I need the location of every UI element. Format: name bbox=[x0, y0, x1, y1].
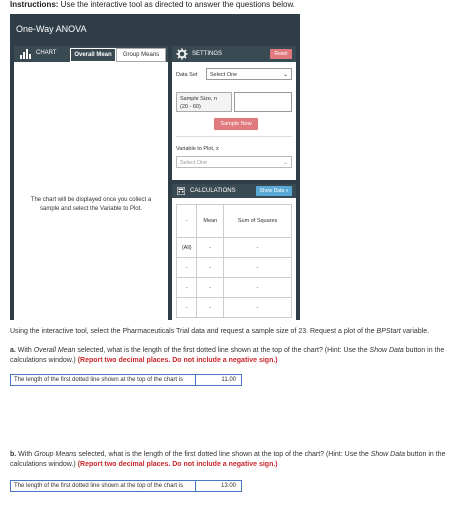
table-cell: - bbox=[224, 258, 292, 278]
reset-button[interactable]: Reset bbox=[270, 49, 292, 59]
show-data-label: Show Data bbox=[259, 188, 285, 194]
sample-size-label-box bbox=[176, 92, 232, 112]
variable-select-value: Select One bbox=[180, 160, 208, 166]
question-b-text: With bbox=[16, 451, 35, 458]
chart-header bbox=[14, 46, 168, 62]
calculations-label: CALCULATIONS bbox=[190, 188, 236, 194]
question-a-report-note: (Report two decimal places. Do not include a negative sign.) bbox=[77, 357, 278, 364]
answer-a-box bbox=[10, 374, 242, 386]
tab-group-means[interactable]: Group Means bbox=[116, 48, 166, 62]
question-a-mode: Overall Mean bbox=[33, 347, 76, 354]
question-a bbox=[10, 346, 460, 366]
table-cell: - bbox=[197, 238, 224, 258]
question-a-text: With bbox=[15, 347, 34, 354]
question-b-mode: Group Means bbox=[34, 451, 77, 458]
table-cell: - bbox=[224, 238, 292, 258]
table-cell: - bbox=[197, 278, 224, 298]
table-cell: - bbox=[177, 278, 197, 298]
table-cell: - bbox=[197, 258, 224, 278]
instructions-label: Instructions: bbox=[10, 0, 59, 9]
question-b-hint: Show Data bbox=[370, 451, 405, 458]
variable-select[interactable] bbox=[176, 156, 292, 168]
table-row bbox=[177, 258, 292, 278]
question-b-text: selected, what is the length of the first dotted line shown at the top of the chart? (Hint: Use the bbox=[76, 451, 371, 458]
intro-text: Using the interactive tool, select the Pharmaceuticals Trial data and request a sample size of 23. Request a plot of the bbox=[10, 328, 377, 335]
show-data-button[interactable]: Show Data » bbox=[256, 186, 292, 196]
dataset-select-value: Select One bbox=[210, 72, 238, 78]
chart-placeholder-message: The chart will be displayed once you collect a sample and select the Variable to Plot. bbox=[30, 197, 152, 212]
table-header-cell: - bbox=[177, 205, 197, 238]
question-a-prefix: a. bbox=[10, 347, 16, 354]
question-b-text: button in the calculations window.) bbox=[10, 451, 446, 468]
answer-b-box bbox=[10, 480, 242, 492]
chevron-down-icon: ⌄ bbox=[282, 72, 288, 78]
table-cell: - bbox=[177, 258, 197, 278]
table-row bbox=[177, 298, 292, 318]
anova-tool bbox=[10, 14, 300, 320]
calculator-icon bbox=[177, 187, 185, 195]
chevron-down-icon: ⌄ bbox=[282, 160, 288, 166]
bar-chart-icon bbox=[20, 49, 32, 59]
table-header-row bbox=[177, 205, 292, 238]
sample-size-label: Sample Size, n bbox=[180, 96, 217, 102]
table-cell: (All) bbox=[177, 238, 197, 258]
question-b-prefix: b. bbox=[10, 451, 17, 458]
settings-header bbox=[172, 46, 296, 62]
chart-label: CHART bbox=[36, 50, 57, 56]
intro-text-end: variable. bbox=[400, 328, 430, 335]
table-row bbox=[177, 278, 292, 298]
tool-title: One-Way ANOVA bbox=[16, 24, 87, 34]
sample-size-input[interactable] bbox=[234, 92, 292, 112]
question-b-report-note: (Report two decimal places. Do not include a negative sign.) bbox=[77, 461, 278, 468]
chart-panel bbox=[14, 46, 168, 326]
answer-a-input[interactable]: 11.00 bbox=[195, 375, 239, 385]
table-cell: - bbox=[224, 298, 292, 318]
question-a-hint: Show Data bbox=[369, 347, 404, 354]
table-cell: - bbox=[177, 298, 197, 318]
table-header-cell: Sum of Squares bbox=[224, 205, 292, 238]
settings-label: SETTINGS bbox=[192, 51, 223, 57]
sample-size-range: (20 - 60) bbox=[180, 104, 201, 110]
answer-b-input[interactable]: 13.00 bbox=[195, 481, 239, 491]
table-cell: - bbox=[197, 298, 224, 318]
calculations-panel bbox=[172, 184, 296, 326]
intro-variable: BPStart bbox=[376, 328, 401, 335]
question-a-text: selected, what is the length of the first dotted line shown at the top of the chart? (Hint: Use the bbox=[75, 347, 370, 354]
question-intro bbox=[10, 328, 429, 335]
question-a-text: button in the calculations window.) bbox=[10, 347, 445, 364]
instructions-text: Use the interactive tool as directed to answer the questions below. bbox=[58, 0, 296, 9]
table-row bbox=[177, 238, 292, 258]
instructions bbox=[10, 0, 295, 9]
gear-icon bbox=[176, 48, 188, 60]
answer-a-label: The length of the first dotted line shown at the top of the chart is bbox=[14, 377, 184, 383]
table-cell: - bbox=[224, 278, 292, 298]
answer-b-label: The length of the first dotted line shown at the top of the chart is bbox=[14, 483, 184, 489]
calculations-table bbox=[176, 204, 292, 318]
variable-label: Variable to Plot, x bbox=[176, 146, 219, 152]
tab-overall-mean[interactable]: Overall Mean bbox=[70, 48, 116, 62]
question-b bbox=[10, 450, 460, 470]
settings-panel bbox=[172, 46, 296, 180]
settings-divider bbox=[176, 136, 292, 137]
table-header-cell: Mean bbox=[197, 205, 224, 238]
dataset-select[interactable] bbox=[206, 68, 292, 80]
dataset-label: Data Set bbox=[176, 72, 198, 78]
sample-now-button[interactable]: Sample Now bbox=[214, 118, 258, 130]
calculations-header bbox=[172, 184, 296, 198]
